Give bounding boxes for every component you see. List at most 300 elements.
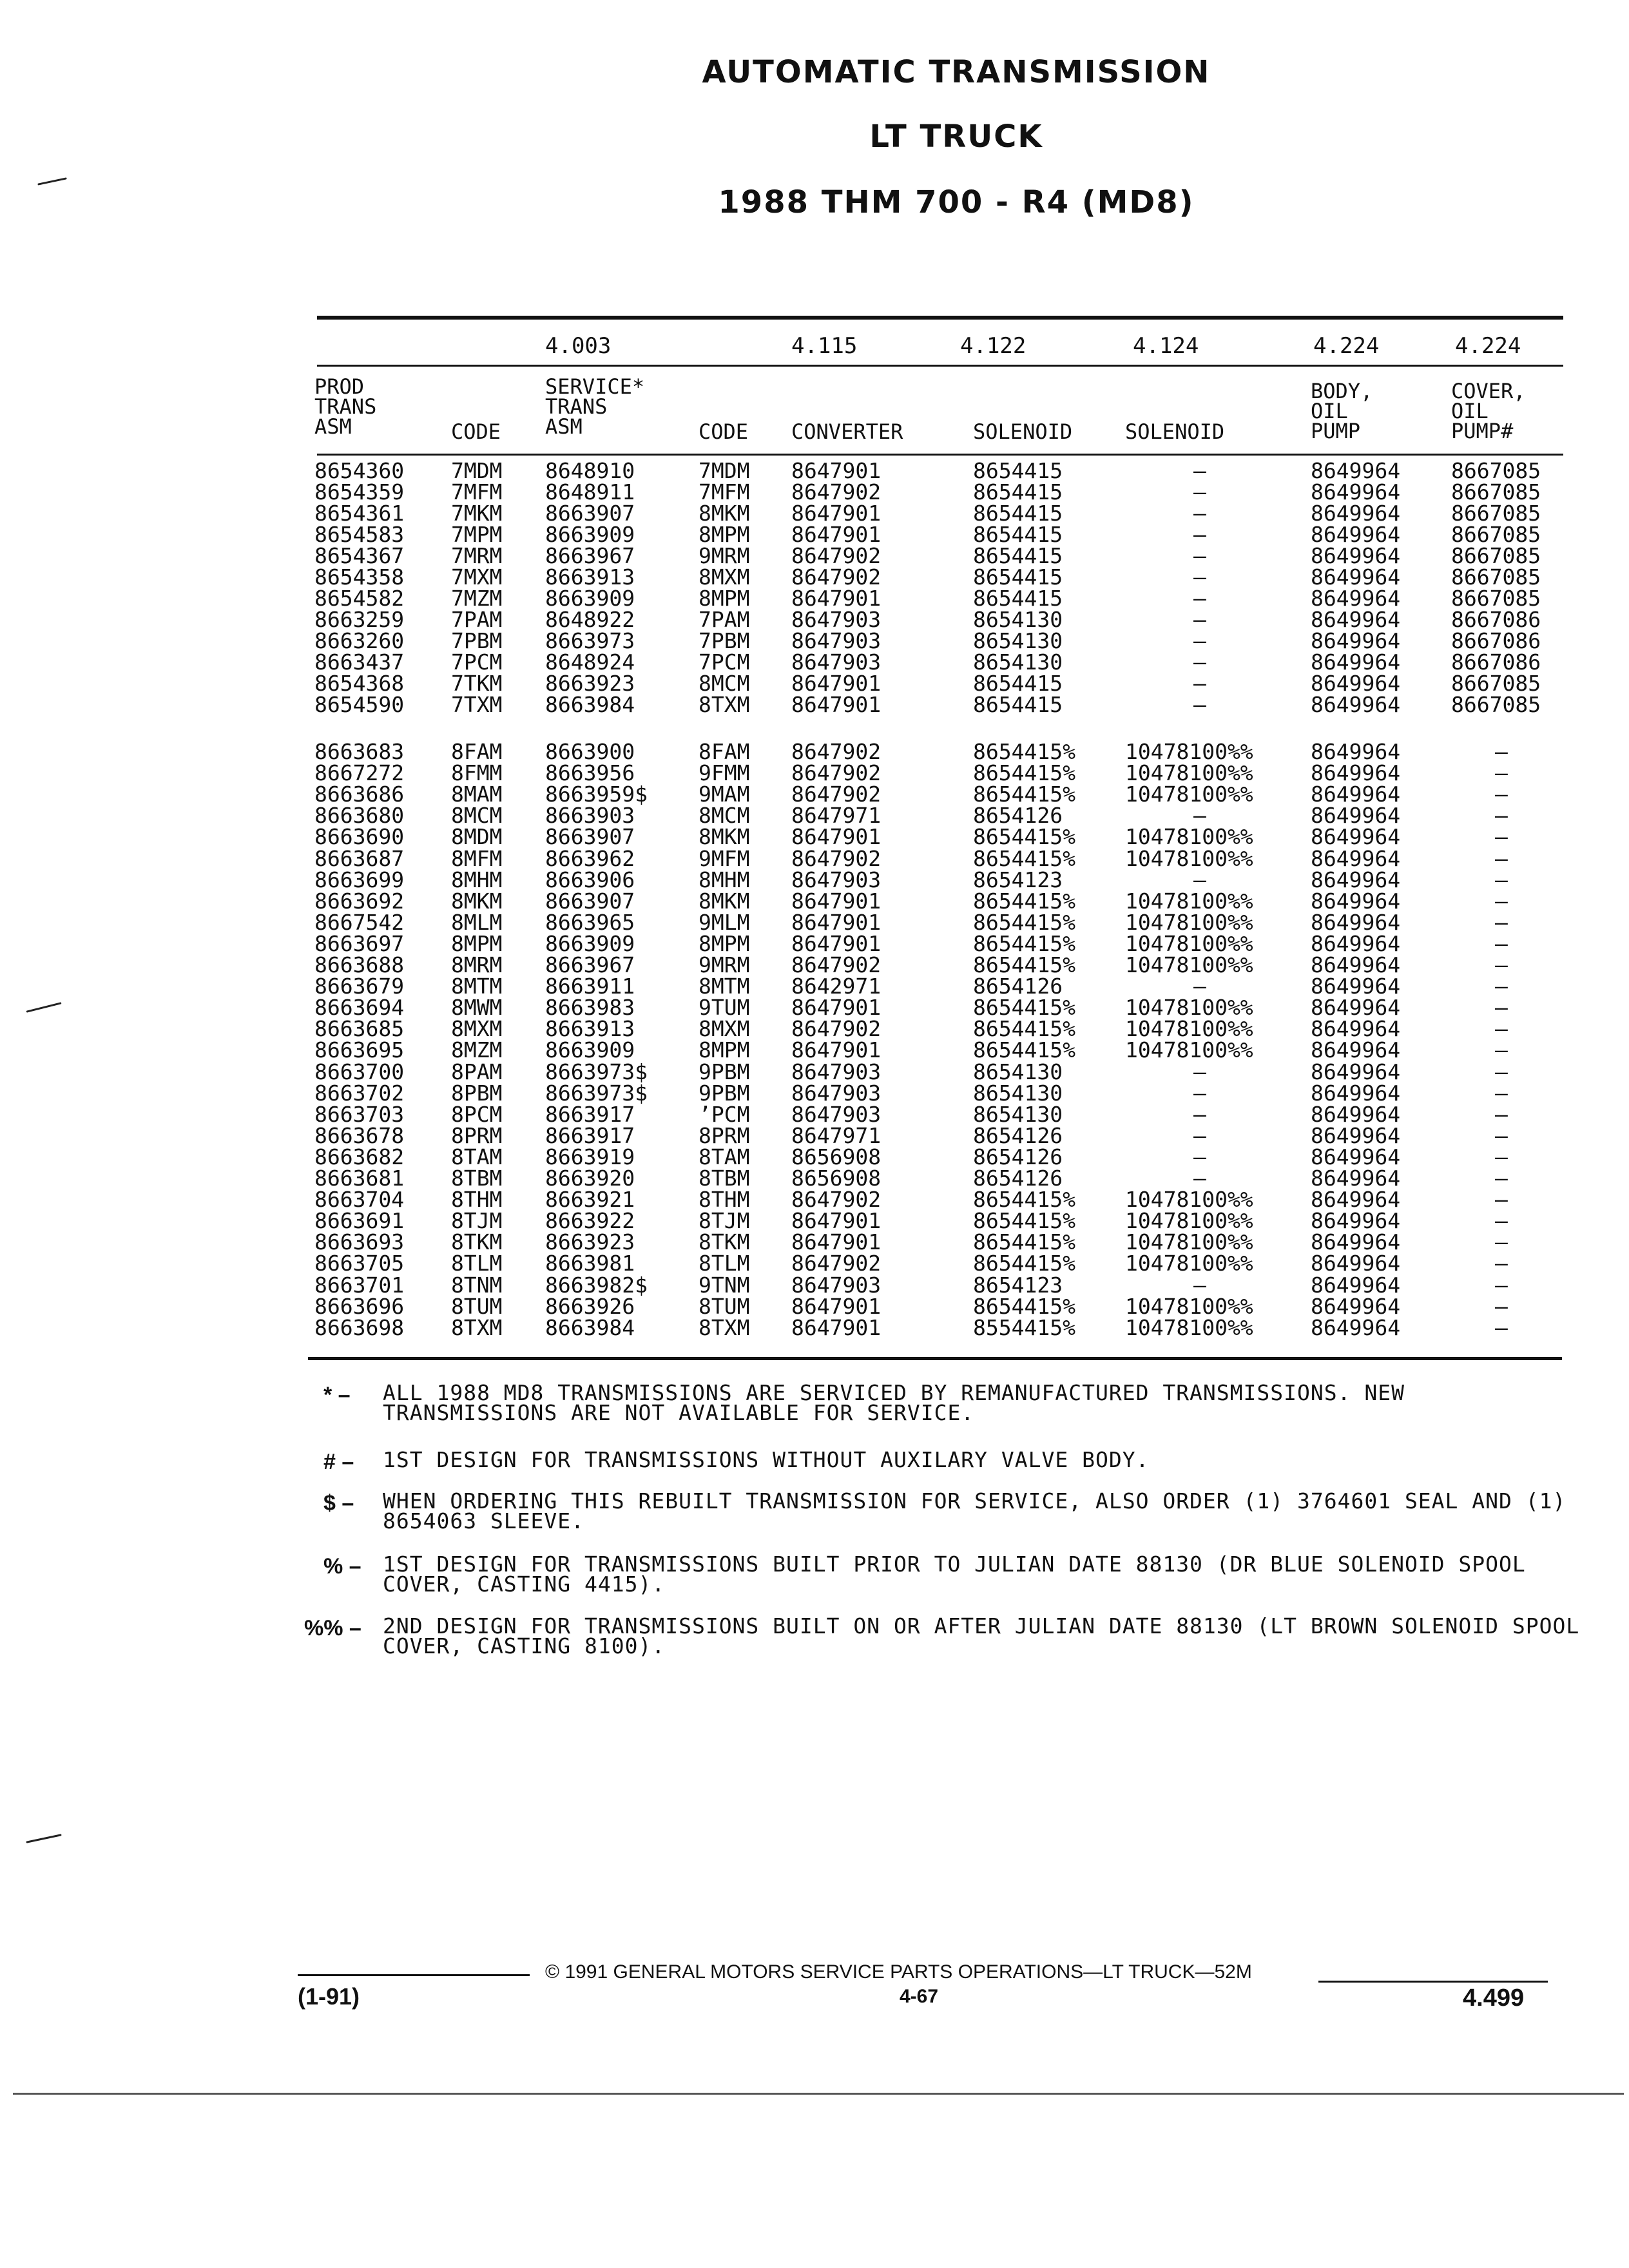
table-cell-service-trans-asm: 8663926 [545,1293,635,1319]
table-cell-body-oil-pump: 8649964 [1311,1122,1401,1148]
column-header-service-code: CODE [699,419,749,444]
table-cell-cover-oil-pump: – [1495,930,1508,956]
table-cell-cover-oil-pump: – [1495,1272,1508,1298]
table-cell-code: 8MXM [451,1016,503,1042]
table-cell-prod-trans-asm: 8667542 [314,909,405,935]
table-cell-solenoid-2: 10478100%% [1125,845,1253,871]
table-cell-body-oil-pump: 8649964 [1311,845,1401,871]
table-cell-solenoid-2: – [1193,501,1206,526]
table-cell-converter: 8647903 [791,649,882,675]
table-cell-code: 8PBM [451,1080,503,1106]
table-cell-solenoid-1: 8654415% [973,739,1075,764]
table-cell-converter: 8647901 [791,909,882,935]
table-cell-cover-oil-pump: – [1495,1122,1508,1148]
table-cell-cover-oil-pump: – [1495,782,1508,807]
table-cell-solenoid-1: 8654415 [973,586,1063,611]
table-cell-service-code: 7PCM [699,649,750,675]
table-cell-prod-trans-asm: 8663437 [314,649,405,675]
table-cell-body-oil-pump: 8649964 [1311,974,1401,999]
table-cell-solenoid-2: – [1193,628,1206,653]
table-cell-service-trans-asm: 8663907 [545,824,635,850]
footnote-symbol: * – [323,1383,351,1407]
table-cell-converter: 8656908 [791,1166,882,1191]
table-cell-converter: 8647971 [791,1122,882,1148]
table-cell-converter: 8656908 [791,1144,882,1169]
table-cell-body-oil-pump: 8649964 [1311,522,1401,547]
table-cell-body-oil-pump: 8649964 [1311,1251,1401,1276]
table-cell-service-trans-asm: 8663921 [545,1187,635,1213]
table-cell-cover-oil-pump: 8667086 [1451,628,1541,653]
table-cell-code: 7MRM [451,543,503,568]
table-cell-service-trans-asm: 8663909 [545,522,635,547]
table-cell-solenoid-2: – [1193,586,1206,611]
section-number: 4.115 [791,333,858,359]
table-cell-solenoid-2: – [1193,607,1206,632]
table-cell-service-code: 7MDM [699,458,750,483]
table-cell-body-oil-pump: 8649964 [1311,649,1401,675]
table-cell-prod-trans-asm: 8663686 [314,782,405,807]
table-cell-solenoid-2: – [1193,1144,1206,1169]
table-cell-solenoid-2: 10478100%% [1125,888,1253,914]
table-cell-prod-trans-asm: 8663694 [314,995,405,1021]
table-cell-solenoid-1: 8654130 [973,649,1063,675]
table-cell-body-oil-pump: 8649964 [1311,564,1401,590]
table-cell-solenoid-1: 8654126 [973,1122,1063,1148]
table-cell-cover-oil-pump: 8667085 [1451,692,1541,717]
table-cell-code: 8TXM [451,1314,503,1340]
table-cell-solenoid-2: 10478100%% [1125,1037,1253,1063]
table-cell-solenoid-2: – [1193,458,1206,483]
table-cell-solenoid-2: 10478100%% [1125,739,1253,764]
table-cell-service-trans-asm: 8663973 [545,628,635,653]
table-cell-body-oil-pump: 8649964 [1311,888,1401,914]
table-cell-body-oil-pump: 8649964 [1311,1080,1401,1106]
table-cell-converter: 8642971 [791,974,882,999]
table-cell-code: 8MKM [451,888,503,914]
column-header-solenoid-2: SOLENOID [1125,419,1225,444]
table-cell-solenoid-1: 8654415% [973,995,1075,1021]
table-cell-service-trans-asm: 8648922 [545,607,635,632]
table-cell-cover-oil-pump: – [1495,1016,1508,1042]
table-cell-solenoid-2: 10478100%% [1125,782,1253,807]
table-cell-code: 8TJM [451,1208,503,1234]
table-cell-body-oil-pump: 8649964 [1311,543,1401,568]
table-cell-service-trans-asm: 8663923 [545,671,635,696]
table-cell-cover-oil-pump: – [1495,1166,1508,1191]
table-cell-solenoid-2: 10478100%% [1125,1229,1253,1255]
table-cell-code: 8PRM [451,1122,503,1148]
table-cell-code: 8MTM [451,974,503,999]
section-number: 4.122 [960,333,1027,359]
table-cell-cover-oil-pump: – [1495,867,1508,892]
table-cell-service-trans-asm: 8663983 [545,995,635,1021]
table-cell-converter: 8647901 [791,824,882,850]
table-cell-cover-oil-pump: 8667086 [1451,607,1541,632]
table-cell-solenoid-2: – [1193,692,1206,717]
table-cell-solenoid-1: 8554415% [973,1314,1075,1340]
table-cell-converter: 8647901 [791,930,882,956]
table-cell-service-code: 8TLM [699,1251,750,1276]
footnote-symbol: %% – [304,1616,361,1640]
table-cell-converter: 8647903 [791,1059,882,1084]
table-cell-solenoid-1: 8654130 [973,1101,1063,1127]
table-cell-service-trans-asm: 8663903 [545,803,635,829]
table-cell-service-code: 8TKM [699,1229,750,1255]
table-cell-service-code: 8MPM [699,586,750,611]
table-cell-solenoid-2: – [1193,649,1206,675]
table-cell-converter: 8647902 [791,564,882,590]
table-cell-body-oil-pump: 8649964 [1311,628,1401,653]
table-cell-solenoid-2: 10478100%% [1125,1187,1253,1213]
table-cell-code: 8MLM [451,909,503,935]
table-cell-solenoid-1: 8654415% [973,909,1075,935]
table-cell-converter: 8647901 [791,501,882,526]
table-cell-body-oil-pump: 8649964 [1311,607,1401,632]
table-cell-converter: 8647902 [791,479,882,505]
table-cell-prod-trans-asm: 8663695 [314,1037,405,1063]
table-cell-prod-trans-asm: 8663688 [314,952,405,977]
table-cell-solenoid-1: 8654415% [973,824,1075,850]
section-number: 4.224 [1313,333,1380,359]
table-cell-cover-oil-pump: 8667085 [1451,479,1541,505]
table-cell-service-trans-asm: 8663959$ [545,782,648,807]
table-cell-prod-trans-asm: 8663697 [314,930,405,956]
table-cell-prod-trans-asm: 8663685 [314,1016,405,1042]
table-cell-body-oil-pump: 8649964 [1311,586,1401,611]
model-heading: 1988 THM 700 - R4 (MD8) [718,184,1195,220]
column-header-rule [317,454,1563,456]
table-cell-service-trans-asm: 8663911 [545,974,635,999]
table-cell-cover-oil-pump: 8667085 [1451,543,1541,568]
table-cell-cover-oil-pump: – [1495,974,1508,999]
table-cell-solenoid-2: 10478100%% [1125,952,1253,977]
table-cell-prod-trans-asm: 8663678 [314,1122,405,1148]
table-cell-code: 7MKM [451,501,503,526]
table-cell-service-trans-asm: 8663900 [545,739,635,764]
table-cell-converter: 8647971 [791,803,882,829]
table-cell-service-code: ’PCM [699,1101,750,1127]
table-cell-body-oil-pump: 8649964 [1311,458,1401,483]
table-cell-code: 8MWM [451,995,503,1021]
table-cell-converter: 8647901 [791,586,882,611]
table-cell-code: 8TKM [451,1229,503,1255]
table-cell-prod-trans-asm: 8663690 [314,824,405,850]
table-cell-code: 8PAM [451,1059,503,1084]
table-cell-solenoid-2: – [1193,1101,1206,1127]
table-cell-body-oil-pump: 8649964 [1311,824,1401,850]
table-cell-service-code: 8MXM [699,1016,750,1042]
table-cell-converter: 8647901 [791,522,882,547]
table-cell-converter: 8647902 [791,1016,882,1042]
table-cell-solenoid-2: 10478100%% [1125,760,1253,786]
table-cell-body-oil-pump: 8649964 [1311,501,1401,526]
column-header-code: CODE [451,419,501,444]
table-cell-prod-trans-asm: 8663701 [314,1272,405,1298]
table-cell-code: 8FMM [451,760,503,786]
table-cell-service-trans-asm: 8663984 [545,1314,635,1340]
table-cell-prod-trans-asm: 8654583 [314,522,405,547]
table-cell-service-code: 9MFM [699,845,750,871]
table-cell-solenoid-2: – [1193,564,1206,590]
table-cell-code: 7PBM [451,628,503,653]
table-cell-solenoid-1: 8654130 [973,607,1063,632]
table-cell-code: 7MDM [451,458,503,483]
table-cell-service-trans-asm: 8663913 [545,1016,635,1042]
footnote-symbol: % – [323,1554,361,1579]
table-cell-converter: 8647901 [791,458,882,483]
table-cell-solenoid-2: 10478100%% [1125,1293,1253,1319]
table-cell-code: 8TUM [451,1293,503,1319]
table-cell-converter: 8647902 [791,1251,882,1276]
table-cell-solenoid-1: 8654126 [973,1166,1063,1191]
table-cell-code: 8MDM [451,824,503,850]
table-cell-solenoid-2: – [1193,803,1206,829]
footnote-text: 1ST DESIGN FOR TRANSMISSIONS BUILT PRIOR TO JULIAN DATE 88130 (DR BLUE SOLENOID SPOOL COVER, CASTING 4415). [383,1552,1526,1597]
table-cell-solenoid-1: 8654130 [973,1059,1063,1084]
table-cell-service-code: 8FAM [699,739,750,764]
table-cell-body-oil-pump: 8649964 [1311,1314,1401,1340]
table-cell-cover-oil-pump: 8667085 [1451,586,1541,611]
table-cell-cover-oil-pump: – [1495,1144,1508,1169]
table-cell-service-trans-asm: 8648911 [545,479,635,505]
table-cell-solenoid-2: 10478100%% [1125,1251,1253,1276]
table-cell-service-code: 9MRM [699,543,750,568]
table-cell-cover-oil-pump: – [1495,888,1508,914]
footnote-symbol: # – [323,1450,354,1474]
table-cell-prod-trans-asm: 8663691 [314,1208,405,1234]
table-cell-body-oil-pump: 8649964 [1311,1037,1401,1063]
table-cell-service-trans-asm: 8663909 [545,586,635,611]
table-cell-cover-oil-pump: – [1495,1251,1508,1276]
table-cell-service-trans-asm: 8663923 [545,1229,635,1255]
table-cell-solenoid-2: – [1193,867,1206,892]
table-cell-service-trans-asm: 8663973$ [545,1059,648,1084]
table-cell-prod-trans-asm: 8667272 [314,760,405,786]
table-cell-service-code: 7PAM [699,607,750,632]
table-cell-prod-trans-asm: 8663679 [314,974,405,999]
table-cell-solenoid-1: 8654415 [973,479,1063,505]
table-cell-converter: 8647903 [791,628,882,653]
table-cell-converter: 8647902 [791,543,882,568]
table-cell-code: 7MFM [451,479,503,505]
table-cell-body-oil-pump: 8649964 [1311,1016,1401,1042]
table-cell-cover-oil-pump: – [1495,1229,1508,1255]
table-cell-converter: 8647902 [791,952,882,977]
table-cell-code: 7MXM [451,564,503,590]
table-cell-service-trans-asm: 8663967 [545,543,635,568]
table-cell-body-oil-pump: 8649964 [1311,760,1401,786]
table-cell-body-oil-pump: 8649964 [1311,1293,1401,1319]
page-reference: 4-67 [900,1986,939,2007]
table-cell-body-oil-pump: 8649964 [1311,909,1401,935]
table-cell-solenoid-1: 8654130 [973,628,1063,653]
table-cell-service-trans-asm: 8663981 [545,1251,635,1276]
table-cell-code: 8MHM [451,867,503,892]
table-cell-body-oil-pump: 8649964 [1311,1166,1401,1191]
table-cell-cover-oil-pump: – [1495,803,1508,829]
table-cell-prod-trans-asm: 8663699 [314,867,405,892]
table-cell-solenoid-1: 8654130 [973,1080,1063,1106]
table-cell-cover-oil-pump: – [1495,1293,1508,1319]
table-cell-service-trans-asm: 8663962 [545,845,635,871]
table-cell-body-oil-pump: 8649964 [1311,867,1401,892]
table-cell-prod-trans-asm: 8663692 [314,888,405,914]
section-number-rule [317,365,1563,367]
table-cell-service-trans-asm: 8648924 [545,649,635,675]
table-cell-prod-trans-asm: 8654359 [314,479,405,505]
table-cell-service-code: 8MPM [699,930,750,956]
table-cell-code: 7MZM [451,586,503,611]
table-cell-solenoid-1: 8654415 [973,564,1063,590]
table-cell-service-trans-asm: 8663967 [545,952,635,977]
table-cell-prod-trans-asm: 8663683 [314,739,405,764]
table-cell-service-trans-asm: 8663909 [545,1037,635,1063]
table-cell-prod-trans-asm: 8654590 [314,692,405,717]
table-cell-prod-trans-asm: 8663700 [314,1059,405,1084]
section-number: 4.224 [1455,333,1521,359]
table-cell-converter: 8647902 [791,1187,882,1213]
table-cell-solenoid-1: 8654415% [973,845,1075,871]
table-cell-solenoid-1: 8654415% [973,760,1075,786]
footnote-symbol: $ – [323,1491,354,1515]
table-cell-service-code: 8TXM [699,1314,750,1340]
table-cell-code: 7PCM [451,649,503,675]
table-cell-body-oil-pump: 8649964 [1311,671,1401,696]
table-cell-converter: 8647901 [791,1229,882,1255]
table-cell-solenoid-1: 8654415 [973,522,1063,547]
table-cell-service-code: 8TJM [699,1208,750,1234]
table-cell-prod-trans-asm: 8654361 [314,501,405,526]
section-number: 4.124 [1133,333,1199,359]
table-cell-body-oil-pump: 8649964 [1311,1144,1401,1169]
table-cell-converter: 8647903 [791,607,882,632]
table-cell-service-trans-asm: 8663919 [545,1144,635,1169]
table-cell-body-oil-pump: 8649964 [1311,1101,1401,1127]
table-cell-code: 8MFM [451,845,503,871]
table-cell-code: 8TNM [451,1272,503,1298]
table-cell-solenoid-2: – [1193,974,1206,999]
table-cell-code: 8TBM [451,1166,503,1191]
column-header-service-trans-asm: SERVICE* TRANS ASM [545,374,645,439]
table-cell-cover-oil-pump: – [1495,1037,1508,1063]
table-cell-code: 8TAM [451,1144,503,1169]
table-cell-body-oil-pump: 8649964 [1311,1187,1401,1213]
table-cell-service-code: 9PBM [699,1059,750,1084]
table-cell-service-code: 8TXM [699,692,750,717]
table-cell-service-code: 8TAM [699,1144,750,1169]
table-cell-converter: 8647903 [791,1272,882,1298]
table-cell-solenoid-1: 8654415 [973,501,1063,526]
table-cell-solenoid-1: 8654415 [973,692,1063,717]
table-cell-cover-oil-pump: 8667085 [1451,458,1541,483]
table-cell-prod-trans-asm: 8654360 [314,458,405,483]
table-cell-cover-oil-pump: – [1495,909,1508,935]
table-cell-cover-oil-pump: 8667085 [1451,522,1541,547]
table-top-rule [317,316,1563,320]
table-cell-prod-trans-asm: 8654358 [314,564,405,590]
table-cell-service-code: 8MCM [699,671,750,696]
table-cell-cover-oil-pump: – [1495,824,1508,850]
table-bottom-rule [308,1357,1562,1360]
table-cell-body-oil-pump: 8649964 [1311,995,1401,1021]
table-cell-solenoid-1: 8654126 [973,974,1063,999]
table-cell-solenoid-2: – [1193,1122,1206,1148]
table-cell-body-oil-pump: 8649964 [1311,930,1401,956]
table-cell-service-trans-asm: 8648910 [545,458,635,483]
table-cell-service-trans-asm: 8663984 [545,692,635,717]
table-cell-service-code: 8TUM [699,1293,750,1319]
table-cell-service-code: 9TUM [699,995,750,1021]
table-cell-body-oil-pump: 8649964 [1311,1059,1401,1084]
table-cell-solenoid-1: 8654415% [973,1251,1075,1276]
table-cell-cover-oil-pump: – [1495,1187,1508,1213]
footnote-text: 1ST DESIGN FOR TRANSMISSIONS WITHOUT AUXILARY VALVE BODY. [383,1447,1150,1472]
table-cell-prod-trans-asm: 8663703 [314,1101,405,1127]
table-cell-solenoid-2: – [1193,522,1206,547]
table-cell-code: 7PAM [451,607,503,632]
table-cell-converter: 8647902 [791,845,882,871]
table-cell-prod-trans-asm: 8654367 [314,543,405,568]
table-cell-code: 8MCM [451,803,503,829]
table-cell-solenoid-1: 8654415% [973,1016,1075,1042]
page-subtitle: LT TRUCK [869,119,1043,155]
table-cell-solenoid-2: – [1193,671,1206,696]
table-cell-code: 8PCM [451,1101,503,1127]
table-cell-solenoid-2: 10478100%% [1125,1016,1253,1042]
table-cell-solenoid-1: 8654415 [973,671,1063,696]
table-cell-code: 8MPM [451,930,503,956]
footnote-text: WHEN ORDERING THIS REBUILT TRANSMISSION FOR SERVICE, ALSO ORDER (1) 3764601 SEAL AND (1) 8654063 SLEEVE. [383,1488,1566,1533]
table-cell-prod-trans-asm: 8663705 [314,1251,405,1276]
table-cell-cover-oil-pump: – [1495,1059,1508,1084]
table-cell-prod-trans-asm: 8663681 [314,1166,405,1191]
footnote-text: 2ND DESIGN FOR TRANSMISSIONS BUILT ON OR AFTER JULIAN DATE 88130 (LT BROWN SOLENOID SPOOL COVER, CASTING 8100). [383,1613,1580,1658]
table-cell-converter: 8647902 [791,760,882,786]
table-cell-cover-oil-pump: – [1495,952,1508,977]
table-cell-solenoid-2: 10478100%% [1125,930,1253,956]
table-cell-solenoid-1: 8654123 [973,867,1063,892]
table-cell-converter: 8647901 [791,1293,882,1319]
table-cell-service-code: 9PBM [699,1080,750,1106]
table-cell-cover-oil-pump: 8667085 [1451,501,1541,526]
table-cell-service-trans-asm: 8663956 [545,760,635,786]
table-cell-converter: 8647902 [791,739,882,764]
table-cell-service-code: 8MPM [699,1037,750,1063]
table-cell-cover-oil-pump: – [1495,1080,1508,1106]
table-cell-converter: 8647901 [791,692,882,717]
page-bottom-edge [13,2093,1624,2095]
table-cell-solenoid-1: 8654415% [973,930,1075,956]
footer-rule-right [1318,1981,1548,1983]
table-cell-service-code: 7MFM [699,479,750,505]
table-cell-service-trans-asm: 8663917 [545,1101,635,1127]
table-cell-solenoid-1: 8654123 [973,1272,1063,1298]
table-cell-solenoid-2: – [1193,1080,1206,1106]
table-cell-prod-trans-asm: 8654582 [314,586,405,611]
copyright-line: © 1991 GENERAL MOTORS SERVICE PARTS OPERATIONS—LT TRUCK—52M [545,1961,1252,1983]
footer-rule-left [298,1974,530,1976]
footnote-text: ALL 1988 MD8 TRANSMISSIONS ARE SERVICED BY REMANUFACTURED TRANSMISSIONS. NEW TRANSMISSIONS ARE NOT AVAILABLE FOR SERVICE. [383,1380,1405,1425]
table-cell-solenoid-1: 8654415% [973,888,1075,914]
table-cell-cover-oil-pump: – [1495,739,1508,764]
table-cell-service-trans-asm: 8663917 [545,1122,635,1148]
page-title: AUTOMATIC TRANSMISSION [702,54,1211,90]
table-cell-cover-oil-pump: 8667085 [1451,564,1541,590]
table-cell-solenoid-1: 8654415% [973,1293,1075,1319]
table-cell-service-code: 8TBM [699,1166,750,1191]
table-cell-body-oil-pump: 8649964 [1311,952,1401,977]
table-cell-code: 8FAM [451,739,503,764]
